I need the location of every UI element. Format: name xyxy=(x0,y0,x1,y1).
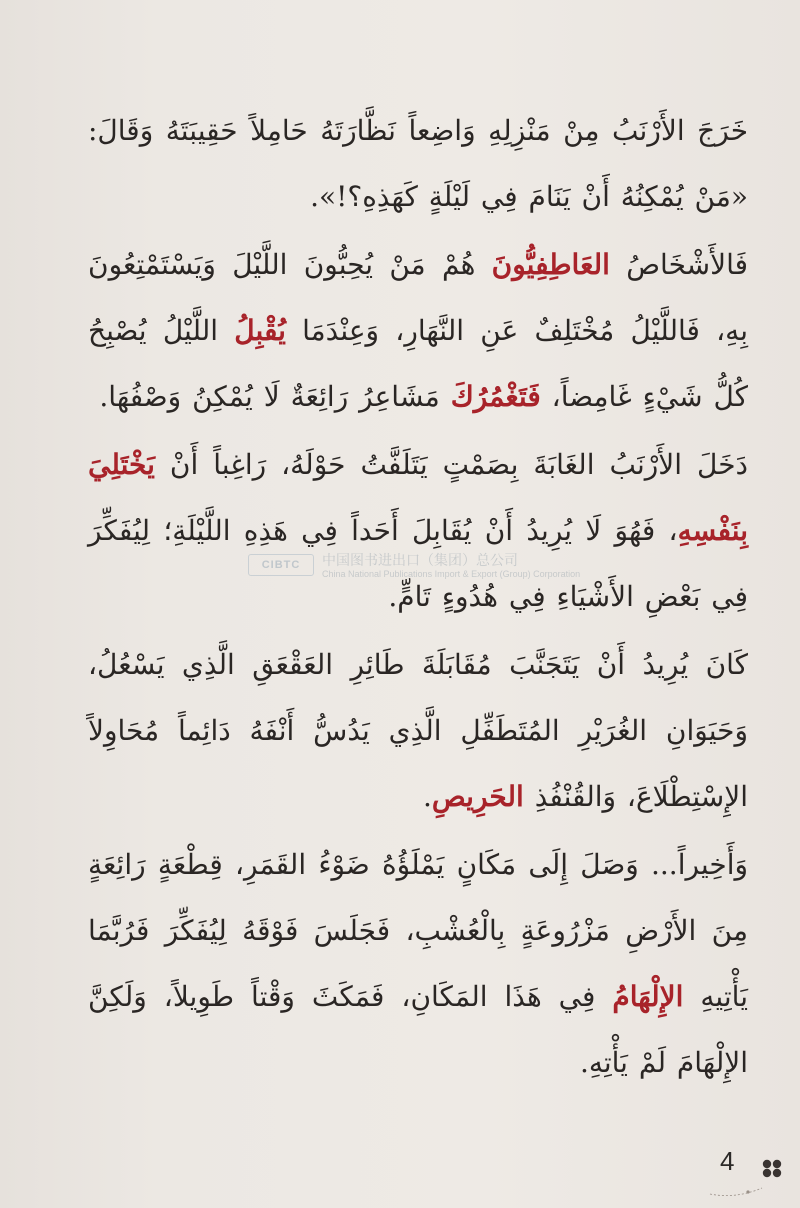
paragraph-4-part-b: . xyxy=(422,780,432,813)
paragraph-4-part-a: كَانَ يُرِيدُ أَنْ يَتَجَنَّبَ مُقَابَلَةَ طَائِرِ العَقْعَقِ الَّذِي يَسْعُلُ، وَحَيَوَانِ الغُرَيْرِ المُتَطَفِّلِ الَّذِي يَدُسُّ أَنْفَهُ دَائِماً مُحَاوِلاً الإِسْتِطْلَاعَ، وَالقُنْفُذِ xyxy=(88,648,748,813)
paragraph-2-part-a: فَالأَشْخَاصُ xyxy=(609,248,748,281)
paragraph-1: خَرَجَ الأَرْنَبُ مِنْ مَنْزِلِهِ وَاضِعاً نَظَّارَتَهُ حَامِلاً حَقِيبَتَهُ وَقَالَ: «مَنْ يُمْكِنُهُ أَنْ يَنَامَ فِي لَيْلَةٍ كَهَذِهِ؟!». xyxy=(88,114,748,213)
highlight-word: يُقْبِلُ xyxy=(234,314,286,347)
highlight-word: فَتَغْمُرُكَ xyxy=(450,380,541,413)
paragraph-4 xyxy=(88,632,748,830)
paragraph-2-part-c: اللَّيْلُ يُصْبِحُ كُلُّ شَيْءٍ غَامِضاً، xyxy=(88,314,748,413)
watermark xyxy=(248,550,648,586)
paragraph-3 xyxy=(88,432,748,630)
paragraph-2-part-b: هُمْ مَنْ يُحِبُّونَ اللَّيْلَ وَيَسْتَمْتِعُونَ بِهِ، فَاللَّيْلُ مُخْتَلِفٌ عَنِ النَّهَارِ، وَعِنْدَمَا xyxy=(88,248,748,347)
paragraph-2 xyxy=(88,232,748,430)
watermark-english-text: China National Publications Import & Export (Group) Corporation xyxy=(322,569,581,579)
story-text xyxy=(88,98,748,1096)
highlight-word: الحَرِيصِ xyxy=(431,780,524,813)
paragraph-5-part-a: وَأَخِيراً... وَصَلَ إِلَى مَكَانٍ يَمْلَؤُهُ ضَوْءُ القَمَرِ، قِطْعَةٍ رَائِعَةٍ مِنَ الأَرْضِ مَزْرُوعَةٍ بِالْعُشْبِ، فَجَلَسَ فَوْقَهُ لِيُفَكِّرَ فَرُبَّمَا يَأْتِيهِ xyxy=(88,848,748,1013)
highlight-word: العَاطِفِيُّونَ xyxy=(491,248,610,281)
paragraph-3-part-b: ، فَهُوَ لَا يُرِيدُ أَنْ يُقَابِلَ أَحَداً فِي هَذِهِ اللَّيْلَةِ؛ لِيُفَكِّرَ فِي بَعْضِ الأَشْيَاءِ فِي هُدُوءٍ تَامٍّ. xyxy=(88,514,748,613)
watermark-logo: CIBTC xyxy=(248,554,314,576)
paragraph-5 xyxy=(88,832,748,1096)
paragraph-5-part-b: فِي هَذَا المَكَانِ، فَمَكَثَ وَقْتاً طَوِيلاً، وَلَكِنَّ الإِلْهَامَ لَمْ يَأْتِهِ. xyxy=(88,980,748,1079)
paragraph-3-part-a: دَخَلَ الأَرْنَبُ الغَابَةَ بِصَمْتٍ يَتَلَفَّتُ حَوْلَهُ، رَاغِباً أَنْ xyxy=(154,448,748,481)
paragraph-2-part-d: مَشَاعِرُ رَائِعَةٌ لَا يُمْكِنُ وَصْفُهَا. xyxy=(99,380,451,413)
page-number: 4 xyxy=(720,1146,735,1176)
watermark-chinese-text: 中国图书进出口（集团）总公司 xyxy=(322,553,518,569)
highlight-word: الإِلْهَامُ xyxy=(612,980,684,1013)
highlight-word: يَخْتَلِيَ بِنَفْسِهِ xyxy=(88,448,748,547)
flower-ornament-icon xyxy=(700,1150,790,1200)
